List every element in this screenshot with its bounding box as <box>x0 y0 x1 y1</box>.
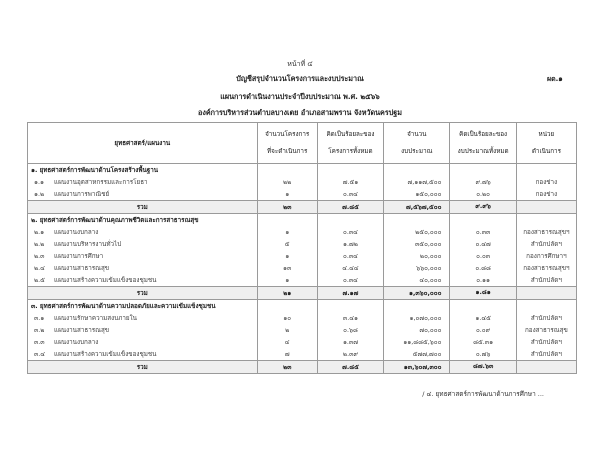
responsible-unit: สำนักปลัดฯ <box>516 312 576 324</box>
budget-percent: ๐.๘๘ <box>450 262 516 274</box>
plan-number: ๒.๒ <box>34 241 45 248</box>
plan-name: แผนงานรักษาความสงบภายใน <box>54 315 137 322</box>
budget-percent: ๐.๗๖ <box>450 348 516 361</box>
section-title: ๒. ยุทธศาสตร์การพัฒนาด้านคุณภาพชีวิตและการสาธารณสุข <box>28 214 258 227</box>
plan-name-cell <box>28 336 258 348</box>
plan-name-cell <box>28 324 258 336</box>
budget-amount: ๗๐,๐๐๐ <box>384 324 450 336</box>
table-row <box>28 176 577 188</box>
project-count: ๑ <box>257 250 317 262</box>
header-responsible-unit: หน่วย ดำเนินการ <box>516 123 576 164</box>
total-project-count: ๒๑ <box>257 287 317 300</box>
project-percent: ๐.๓๔ <box>317 188 383 201</box>
project-count: ๑ <box>257 226 317 238</box>
responsible-unit: สำนักปลัดฯ <box>516 348 576 361</box>
table-row <box>28 238 577 250</box>
total-budget-percent: ๑.๘๑ <box>450 287 516 300</box>
plan-number: ๑.๑ <box>34 179 44 186</box>
project-count: ๒๒ <box>257 176 317 188</box>
project-count: ๑๓ <box>257 262 317 274</box>
budget-percent: ๐.๐๓ <box>450 250 516 262</box>
plan-number: ๒.๓ <box>34 253 45 260</box>
responsible-unit: กองสาธารณสุข <box>516 324 576 336</box>
table-row <box>28 336 577 348</box>
project-count: ๗ <box>257 348 317 361</box>
plan-name: แผนงานการพาณิชย์ <box>54 191 110 198</box>
project-percent: ๔.๔๔ <box>317 262 383 274</box>
plan-number: ๒.๑ <box>34 229 45 236</box>
budget-percent: ๐.๐๙ <box>450 324 516 336</box>
total-budget-percent: ๙.๙๖ <box>450 201 516 214</box>
plan-name-cell <box>28 238 258 250</box>
plan-name: แผนงานอุตสาหกรรมและการโยธา <box>54 179 148 186</box>
project-percent: ๐.๓๔ <box>317 250 383 262</box>
table-row <box>28 226 577 238</box>
plan-number: ๑.๒ <box>34 191 45 198</box>
budget-amount: ๑๑,๘๘๕,๖๐๐ <box>384 336 450 348</box>
responsible-unit: สำนักปลัดฯ <box>516 274 576 287</box>
plan-number: ๓.๑ <box>34 315 45 322</box>
header-project-percent: คิดเป็นร้อยละของ โครงการทั้งหมด <box>317 123 383 164</box>
section-header-row <box>28 300 577 313</box>
budget-percent: ๐.๒๐ <box>450 188 516 201</box>
plan-name-cell <box>28 274 258 287</box>
budget-amount: ๗,๑๑๗,๕๐๐ <box>384 176 450 188</box>
total-budget-amount: ๑,๓๖๐,๐๐๐ <box>384 287 450 300</box>
section-title: ๑. ยุทธศาสตร์การพัฒนาด้านโครงสร้างพื้นฐาน <box>28 164 258 177</box>
total-project-percent: ๗.๘๕ <box>317 361 383 374</box>
page-number: หน้าที่ ๔ <box>287 60 313 68</box>
project-percent: ๑.๗๒ <box>317 238 383 250</box>
form-code: ผด.๑ <box>547 75 563 83</box>
project-count: ๒ <box>257 324 317 336</box>
project-percent: ๐.๓๔ <box>317 226 383 238</box>
total-label: รวม <box>28 361 258 374</box>
plan-name-cell <box>28 226 258 238</box>
table-header-row <box>28 123 577 164</box>
project-count: ๔ <box>257 336 317 348</box>
project-count: ๑ <box>257 274 317 287</box>
responsible-unit: กองการศึกษาฯ <box>516 250 576 262</box>
plan-number: ๓.๔ <box>34 351 46 358</box>
budget-percent: ๐.๔๗ <box>450 238 516 250</box>
table-row <box>28 274 577 287</box>
total-project-percent: ๗.๑๗ <box>317 287 383 300</box>
project-count: ๑๐ <box>257 312 317 324</box>
project-percent: ๗.๕๑ <box>317 176 383 188</box>
plan-name-cell <box>28 312 258 324</box>
section-title: ๓. ยุทธศาสตร์การพัฒนาด้านความปลอดภัยและความเข้มแข็งชุมชน <box>28 300 258 313</box>
plan-name: แผนงานการศึกษา <box>54 253 104 260</box>
project-percent: ๒.๓๙ <box>317 348 383 361</box>
responsible-unit: กองช่าง <box>516 188 576 201</box>
project-percent: ๑.๓๗ <box>317 336 383 348</box>
budget-amount: ๑,๐๗๐,๐๐๐ <box>384 312 450 324</box>
budget-amount: ๒๐,๐๐๐ <box>384 250 450 262</box>
responsible-unit: กองช่าง <box>516 176 576 188</box>
budget-percent: ๐.๑๑ <box>450 274 516 287</box>
header-project-count: จำนวนโครงการ ที่จะดำเนินการ <box>257 123 317 164</box>
header-budget-percent: คิดเป็นร้อยละของ งบประมาณทั้งหมด <box>450 123 516 164</box>
plan-name: แผนงานงบกลาง <box>54 229 99 236</box>
section-header-row <box>28 214 577 227</box>
plan-number: ๒.๕ <box>34 277 45 284</box>
plan-name: แผนงานงบกลาง <box>54 339 99 346</box>
responsible-unit: กองสาธารณสุขฯ <box>516 262 576 274</box>
project-percent: ๐.๓๔ <box>317 274 383 287</box>
budget-amount: ๓๕๐,๐๐๐ <box>384 238 450 250</box>
plan-number: ๓.๓ <box>34 339 45 346</box>
total-project-count: ๒๓ <box>257 201 317 214</box>
project-percent: ๐.๖๘ <box>317 324 383 336</box>
project-count: ๕ <box>257 238 317 250</box>
plan-name-cell <box>28 176 258 188</box>
budget-amount: ๖๖๐,๐๐๐ <box>384 262 450 274</box>
section-header-row <box>28 164 577 177</box>
document-subtitle: แผนการดำเนินงานประจำปีงบประมาณ พ.ศ. ๒๕๖๖ <box>220 92 380 101</box>
plan-name-cell <box>28 188 258 201</box>
section-total-row <box>28 287 577 300</box>
plan-name-cell <box>28 250 258 262</box>
table-row <box>28 262 577 274</box>
project-percent: ๓.๔๑ <box>317 312 383 324</box>
plan-number: ๒.๔ <box>34 265 45 272</box>
table-row <box>28 324 577 336</box>
plan-name-cell <box>28 262 258 274</box>
plan-name: แผนงานสาธารณสุข <box>54 265 110 272</box>
total-label: รวม <box>28 201 258 214</box>
budget-percent: ๑.๔๕ <box>450 312 516 324</box>
budget-percent: ๘๕.๓๑ <box>450 336 516 348</box>
section-total-row <box>28 201 577 214</box>
project-count: ๑ <box>257 188 317 201</box>
plan-name: แผนงานสร้างความเข้มแข็งของชุมชน <box>54 277 157 284</box>
organization-title: องค์การบริหารส่วนตำบลบางเตย อำเภอสามพราน จังหวัดนครปฐม <box>198 108 402 117</box>
total-budget-amount: ๗,๕๖๗,๕๐๐ <box>384 201 450 214</box>
table-row <box>28 250 577 262</box>
budget-amount: ๔๐,๐๐๐ <box>384 274 450 287</box>
total-budget-percent: ๘๗.๖๓ <box>450 361 516 374</box>
table-row <box>28 188 577 201</box>
total-project-percent: ๗.๘๕ <box>317 201 383 214</box>
plan-name-cell <box>28 348 258 361</box>
plan-name: แผนงานสาธารณสุข <box>54 327 110 334</box>
plan-name: แผนงานบริหารงานทั่วไป <box>54 241 122 248</box>
plan-name: แผนงานสร้างความเข้มแข็งของชุมชน <box>54 351 157 358</box>
plan-number: ๓.๒ <box>34 327 45 334</box>
budget-amount: ๕๗๗,๗๐๐ <box>384 348 450 361</box>
budget-amount: ๒๕๐,๐๐๐ <box>384 226 450 238</box>
responsible-unit: กองสาธารณสุขฯ <box>516 226 576 238</box>
document-title: บัญชีสรุปจำนวนโครงการและงบประมาณ <box>236 74 364 83</box>
responsible-unit: สำนักปลัดฯ <box>516 336 576 348</box>
table-row <box>28 348 577 361</box>
section-total-row <box>28 361 577 374</box>
header-budget: จำนวน งบประมาณ <box>384 123 450 164</box>
continuation-note: / ๔. ยุทธศาสตร์การพัฒนาด้านการศึกษา ... <box>422 390 544 398</box>
budget-percent: ๙.๗๖ <box>450 176 516 188</box>
total-project-count: ๒๓ <box>257 361 317 374</box>
total-budget-amount: ๑๓,๖๐๗,๓๐๐ <box>384 361 450 374</box>
total-label: รวม <box>28 287 258 300</box>
table-row <box>28 312 577 324</box>
budget-percent: ๐.๓๓ <box>450 226 516 238</box>
budget-amount: ๑๕๐,๐๐๐ <box>384 188 450 201</box>
responsible-unit: สำนักปลัดฯ <box>516 238 576 250</box>
project-summary-table <box>27 122 577 374</box>
header-strategy: ยุทธศาสตร์/แผนงาน <box>28 123 258 164</box>
